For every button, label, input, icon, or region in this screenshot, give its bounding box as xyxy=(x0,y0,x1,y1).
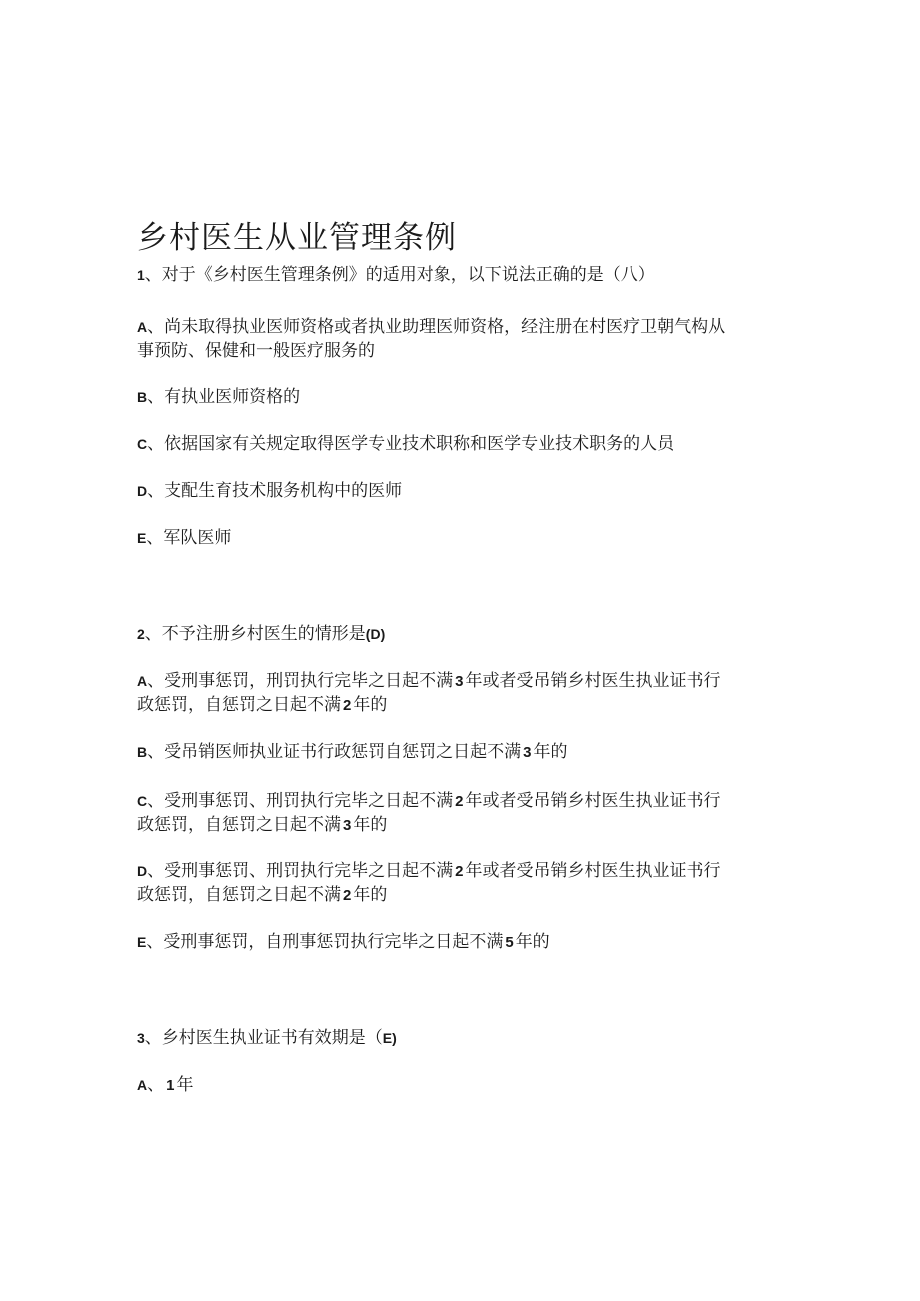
answer-key: E) xyxy=(382,1030,397,1046)
separator: 、 xyxy=(146,932,164,952)
option-e xyxy=(137,526,797,550)
option-text: 受吊销医师执业证书行政惩罚自惩罚之日起不满 xyxy=(164,742,522,762)
option-text: 受刑事惩罚、刑罚执行完毕之日起不满 xyxy=(164,861,454,881)
option-c-continuation xyxy=(137,813,797,838)
option-text: 年的 xyxy=(533,742,568,762)
option-text: 政惩罚，自惩罚之日起不满 xyxy=(137,695,341,715)
option-label: B xyxy=(137,744,148,760)
option-label: C xyxy=(137,436,148,452)
option-label: A xyxy=(137,673,148,689)
question-number: 3 xyxy=(137,1030,145,1046)
document-title: 乡村医生从业管理条例 xyxy=(137,220,457,256)
option-text: 年的 xyxy=(515,932,550,952)
option-a xyxy=(137,669,797,694)
option-text: 年的 xyxy=(353,885,388,905)
option-label: D xyxy=(137,483,148,499)
separator: 、 xyxy=(144,265,162,285)
option-text: 依据国家有关规定取得医学专业技术职称和医学专业技术职务的人员 xyxy=(164,434,675,454)
number: 1 xyxy=(166,1077,175,1094)
option-label: E xyxy=(137,934,147,950)
option-text: 年的 xyxy=(353,695,388,715)
option-text: 有执业医师资格的 xyxy=(164,387,301,407)
option-text: 支配生育技术服务机构中的医师 xyxy=(164,481,403,501)
separator: 、 xyxy=(144,1028,162,1048)
option-label: D xyxy=(137,863,148,879)
option-d xyxy=(137,859,797,884)
option-text: 年 xyxy=(176,1075,194,1095)
option-text: 受刑事惩罚、刑罚执行完毕之日起不满 xyxy=(164,791,454,811)
option-c xyxy=(137,789,797,814)
option-a-continuation xyxy=(137,693,797,718)
question-text: 对于《乡村医生管理条例》的适用对象，以下说法正确的是（八） xyxy=(161,265,655,285)
number: 3 xyxy=(455,673,464,690)
option-text: 政惩罚，自惩罚之日起不满 xyxy=(137,815,341,835)
option-d-continuation xyxy=(137,883,797,908)
option-text: 年或者受吊销乡村医生执业证书行 xyxy=(465,861,721,881)
question-3 xyxy=(137,1026,797,1050)
number: 5 xyxy=(505,934,514,951)
option-label: E xyxy=(137,530,147,546)
separator: 、 xyxy=(147,861,165,881)
separator: 、 xyxy=(147,791,165,811)
separator: 、 xyxy=(147,434,165,454)
option-label: A xyxy=(137,319,148,335)
option-b xyxy=(137,385,797,409)
separator: 、 xyxy=(147,742,165,762)
separator: 、 xyxy=(147,317,165,337)
number: 2 xyxy=(455,863,464,880)
number: 2 xyxy=(343,887,352,904)
option-text: 年或者受吊销乡村医生执业证书行 xyxy=(465,791,721,811)
option-text: 事预防、保健和一般医疗服务的 xyxy=(137,341,375,361)
option-text: 受刑事惩罚，自刑事惩罚执行完毕之日起不满 xyxy=(163,932,504,952)
question-number: 2 xyxy=(137,626,145,642)
separator: 、 xyxy=(147,1075,165,1095)
answer-key: (D) xyxy=(365,626,386,642)
option-label: A xyxy=(137,1077,148,1093)
option-text: 政惩罚，自惩罚之日起不满 xyxy=(137,885,341,905)
option-a xyxy=(137,1073,797,1098)
number: 3 xyxy=(343,817,352,834)
option-label: B xyxy=(137,389,148,405)
option-a xyxy=(137,315,797,339)
question-text: 乡村医生执业证书有效期是（ xyxy=(161,1028,383,1048)
separator: 、 xyxy=(146,528,164,548)
separator: 、 xyxy=(147,671,165,691)
option-text: 尚未取得执业医师资格或者执业助理医师资格，经注册在村医疗卫朝气构从 xyxy=(164,317,726,337)
option-a-continuation xyxy=(137,339,797,363)
number: 2 xyxy=(455,793,464,810)
option-text: 受刑事惩罚，刑罚执行完毕之日起不满 xyxy=(164,671,454,691)
number: 3 xyxy=(523,744,532,761)
option-label: C xyxy=(137,793,148,809)
option-text: 年的 xyxy=(353,815,388,835)
separator: 、 xyxy=(147,481,165,501)
question-number: 1 xyxy=(137,267,145,283)
question-1 xyxy=(137,263,797,287)
question-text: 不予注册乡村医生的情形是 xyxy=(161,624,366,644)
option-e xyxy=(137,930,797,955)
option-text: 年或者受吊销乡村医生执业证书行 xyxy=(465,671,721,691)
question-2 xyxy=(137,622,797,646)
separator: 、 xyxy=(147,387,165,407)
option-d xyxy=(137,479,797,503)
option-c xyxy=(137,432,797,456)
number: 2 xyxy=(343,697,352,714)
option-text: 军队医师 xyxy=(163,528,232,548)
separator: 、 xyxy=(144,624,162,644)
option-b xyxy=(137,740,797,765)
